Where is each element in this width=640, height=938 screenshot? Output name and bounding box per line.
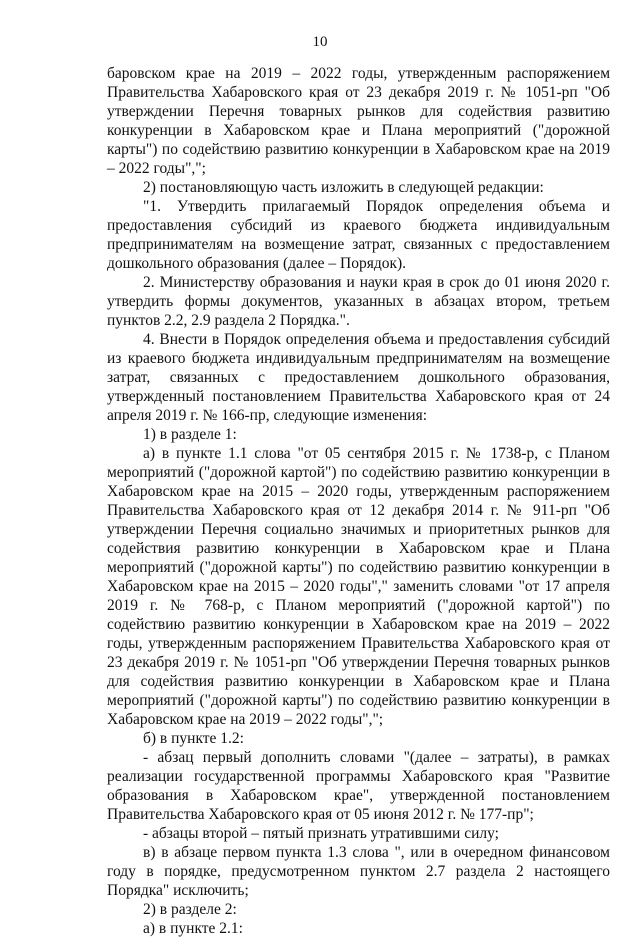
- paragraph: 2. Министерству образования и науки края в срок до 01 июня 2020 г. утвердить формы документов, указанных в абзацах втором, третьем пунктов 2.2, 2.9 раздела 2 Порядка.".: [107, 274, 610, 329]
- document-body: [107, 64, 610, 938]
- paragraph: 1) в разделе 1:: [143, 426, 237, 443]
- paragraph: 2) постановляющую часть изложить в следующей редакции:: [143, 179, 544, 196]
- paragraph: баровском крае на 2019 – 2022 годы, утвержденным распоряжением Правительства Хабаровского края от 23 декабря 2019 г. № 1051-рп "Об утверждении Перечня товарных рынков для содействия развитию конкуренции в Хабаровском крае и Плана мероприятий ("дорожной карты") по содействию развитию конкуренции в Хабаровском крае на 2019 – 2022 годы",";: [107, 65, 610, 177]
- paragraph: "1. Утвердить прилагаемый Порядок определения объема и предоставления субсидий из краевого бюджета индивидуальным предпринимателям на возмещение затрат, связанных с предоставлением дошкольного образования (далее – Порядок).: [107, 198, 610, 272]
- paragraph: в) в абзаце первом пункта 1.3 слова ", или в очередном финансовом году в порядке, предусмотренном пунктом 2.7 раздела 2 настоящего Порядка" исключить;: [107, 844, 610, 899]
- paragraph: 2) в разделе 2:: [143, 901, 237, 918]
- paragraph: 4. Внести в Порядок определения объема и предоставления субсидий из краевого бюджета индивидуальным предпринимателям на возмещение затрат, связанных с предоставлением дошкольного образования, утвержденный постановлением Правительства Хабаровского края от 24 апреля 2019 г. № 166-пр, следующие изменения:: [107, 331, 610, 424]
- paragraph: а) в пункте 1.1 слова "от 05 сентября 2015 г. № 1738-р, с Планом мероприятий ("дорожной картой") по содействию развитию конкуренции в Хабаровском крае на 2015 – 2020 годы, утвержденным распоряжением Правительства Хабаровского края от 12 декабря 2014 г. № 911-рп "Об утверждении Перечня социально значимых и приоритетных рынков для содействия развитию конкуренции в Хабаровском крае и Плана мероприятий ("дорожной карты") по содействию развитию конкуренции в Хабаровском крае на 2015 – 2020 годы"," заменить словами "от 17 апреля 2019 г. № 768-р, с Планом мероприятий ("дорожной картой") по содействию развитию конкуренции в Хабаровском крае на 2019 – 2022 годы, утвержденным распоряжением Правительства Хабаровского края от 23 декабря 2019 г. № 1051-рп "Об утверждении Перечня товарных рынков для содействия развитию конкуренции в Хабаровском крае и Плана мероприятий ("дорожной карты") по содействию развитию конкуренции в Хабаровском крае на 2019 – 2022 годы",";: [107, 445, 610, 728]
- paragraph: - абзац первый дополнить словами "(далее – затраты), в рамках реализации государственной программы Хабаровского края "Развитие образования в Хабаровском крае", утвержденной постановлением Правительства Хабаровского края от 05 июня 2012 г. № 177-пр";: [107, 749, 610, 823]
- paragraph: б) в пункте 1.2:: [143, 730, 244, 747]
- paragraph: - абзацы второй – пятый признать утратившими силу;: [143, 825, 499, 842]
- page-number: 10: [312, 34, 328, 50]
- paragraph: а) в пункте 2.1:: [143, 920, 243, 937]
